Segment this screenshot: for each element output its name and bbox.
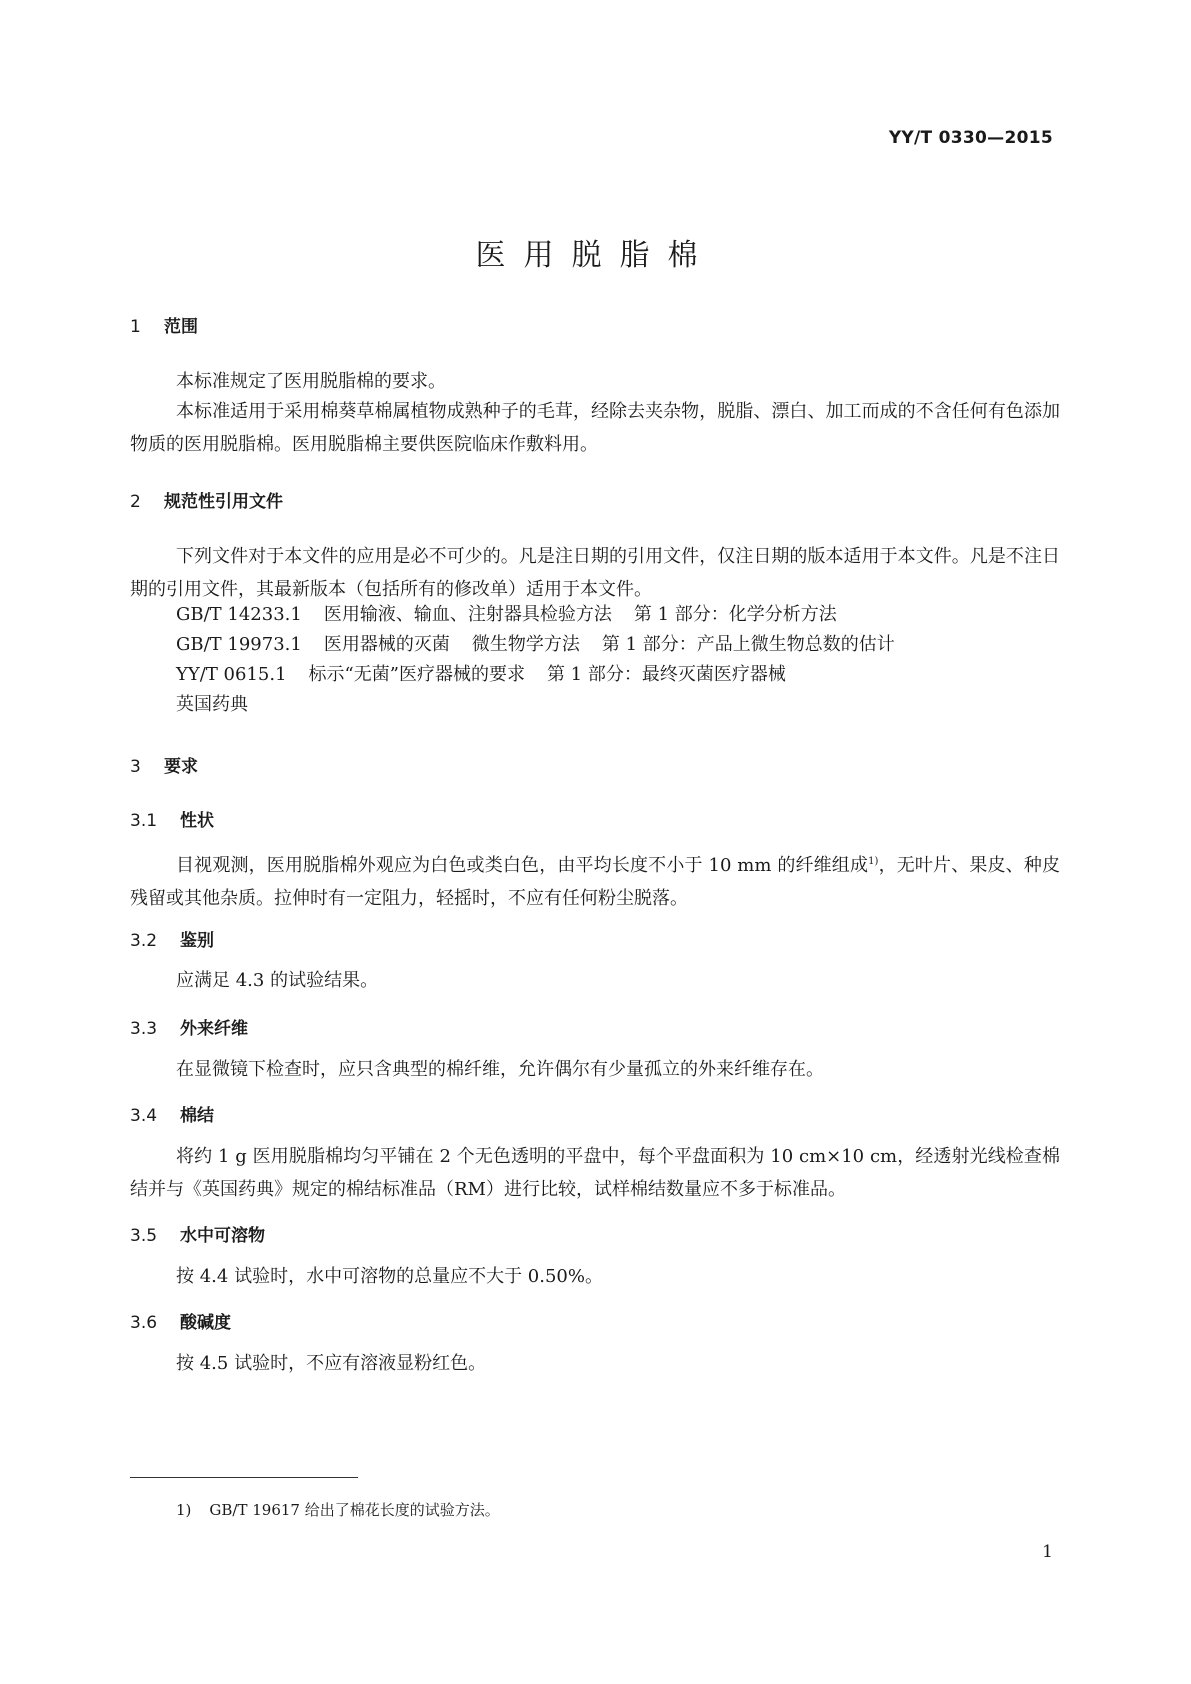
section-3-5-heading (130, 1221, 265, 1246)
document-title: 医用脱脂棉 (475, 238, 716, 273)
section-3-heading (130, 752, 198, 777)
section-3-1-heading (130, 806, 214, 831)
section-number: 3.5 (130, 1226, 158, 1246)
section-3-6-heading (130, 1308, 231, 1333)
section-3-4-paragraph: 将约 1 g 医用脱脂棉均匀平铺在 2 个无色透明的平盘中，每个平盘面积为 10 cm×10 cm，经透射光线检查棉结并与《英国药典》规定的棉结标准品（RM）进行比较，试样棉结数量应不多于标准品。 (130, 1146, 1060, 1200)
section-3-3-paragraph: 在显微镜下检查时，应只含典型的棉纤维，允许偶尔有少量孤立的外来纤维存在。 (176, 1059, 824, 1080)
reference-title: 医用器械的灭菌 (323, 634, 450, 655)
section-title: 鉴别 (180, 931, 214, 951)
footnote (176, 1499, 500, 1520)
section-2-heading (130, 487, 283, 512)
section-title: 规范性引用文件 (164, 492, 283, 512)
section-title: 外来纤维 (180, 1019, 248, 1039)
footnote-reference: 1) (868, 856, 879, 867)
section-title: 酸碱度 (180, 1313, 231, 1333)
section-number: 3.6 (130, 1313, 158, 1333)
paragraph-text: ，无叶片、果皮、种皮残留或其他杂质。拉伸时有一定阻力，轻摇时，不应有任何粉尘脱落。 (130, 855, 1061, 909)
section-3-1-paragraph (130, 845, 1060, 915)
reference-code: GB/T 14233.1 (176, 604, 302, 625)
section-number: 3.2 (130, 931, 158, 951)
standard-code: YY/T 0330—2015 (888, 128, 1053, 148)
section-title: 范围 (164, 317, 198, 337)
reference-part: 第 1 部分：产品上微生物总数的估计 (601, 634, 895, 655)
section-2-paragraph-1: 下列文件对于本文件的应用是必不可少的。凡是注日期的引用文件，仅注日期的版本适用于本文件。凡是不注日期的引用文件，其最新版本（包括所有的修改单）适用于本文件。 (130, 546, 1060, 600)
reference-item (176, 658, 808, 691)
section-3-6-paragraph: 按 4.5 试验时，不应有溶液显粉红色。 (176, 1353, 487, 1374)
paragraph-text: 目视观测，医用脱脂棉外观应为白色或类白色，由平均长度不小于 10 mm 的纤维组成 (176, 855, 869, 876)
reference-subtitle: 微生物学方法 (471, 634, 580, 655)
section-1-heading (130, 312, 198, 337)
section-number: 3 (130, 757, 141, 777)
reference-item (176, 628, 917, 661)
section-3-2-heading (130, 926, 214, 951)
footnote-mark: 1) (176, 1501, 192, 1519)
reference-item (176, 688, 270, 721)
section-1-paragraph-2: 本标准适用于采用棉葵草棉属植物成熟种子的毛茸，经除去夹杂物，脱脂、漂白、加工而成的不含任何有色添加物质的医用脱脂棉。医用脱脂棉主要供医院临床作敷料用。 (130, 401, 1060, 455)
reference-code: 英国药典 (176, 694, 248, 715)
reference-title: 标示“无菌”医疗器械的要求 (308, 664, 525, 685)
section-title: 棉结 (180, 1106, 214, 1126)
footnote-divider (130, 1477, 358, 1478)
section-number: 3.3 (130, 1019, 158, 1039)
section-title: 性状 (180, 811, 214, 831)
reference-code: YY/T 0615.1 (176, 664, 287, 685)
reference-code: GB/T 19973.1 (176, 634, 302, 655)
section-title: 水中可溶物 (180, 1226, 265, 1246)
reference-title: 医用输液、输血、注射器具检验方法 (323, 604, 612, 625)
section-number: 3.1 (130, 811, 158, 831)
section-3-5-paragraph: 按 4.4 试验时，水中可溶物的总量应不大于 0.50%。 (176, 1266, 603, 1287)
section-number: 2 (130, 492, 141, 512)
section-1-paragraph-1: 本标准规定了医用脱脂棉的要求。 (176, 371, 446, 392)
section-title: 要求 (164, 757, 198, 777)
section-3-4-heading (130, 1101, 214, 1126)
section-3-2-paragraph: 应满足 4.3 的试验结果。 (176, 970, 379, 991)
reference-part: 第 1 部分：化学分析方法 (633, 604, 837, 625)
section-3-3-heading (130, 1014, 248, 1039)
page-number: 1 (1042, 1542, 1053, 1562)
section-number: 1 (130, 317, 141, 337)
section-number: 3.4 (130, 1106, 158, 1126)
footnote-text: GB/T 19617 给出了棉花长度的试验方法。 (209, 1501, 500, 1519)
reference-item (176, 598, 859, 631)
reference-part: 第 1 部分：最终灭菌医疗器械 (546, 664, 786, 685)
